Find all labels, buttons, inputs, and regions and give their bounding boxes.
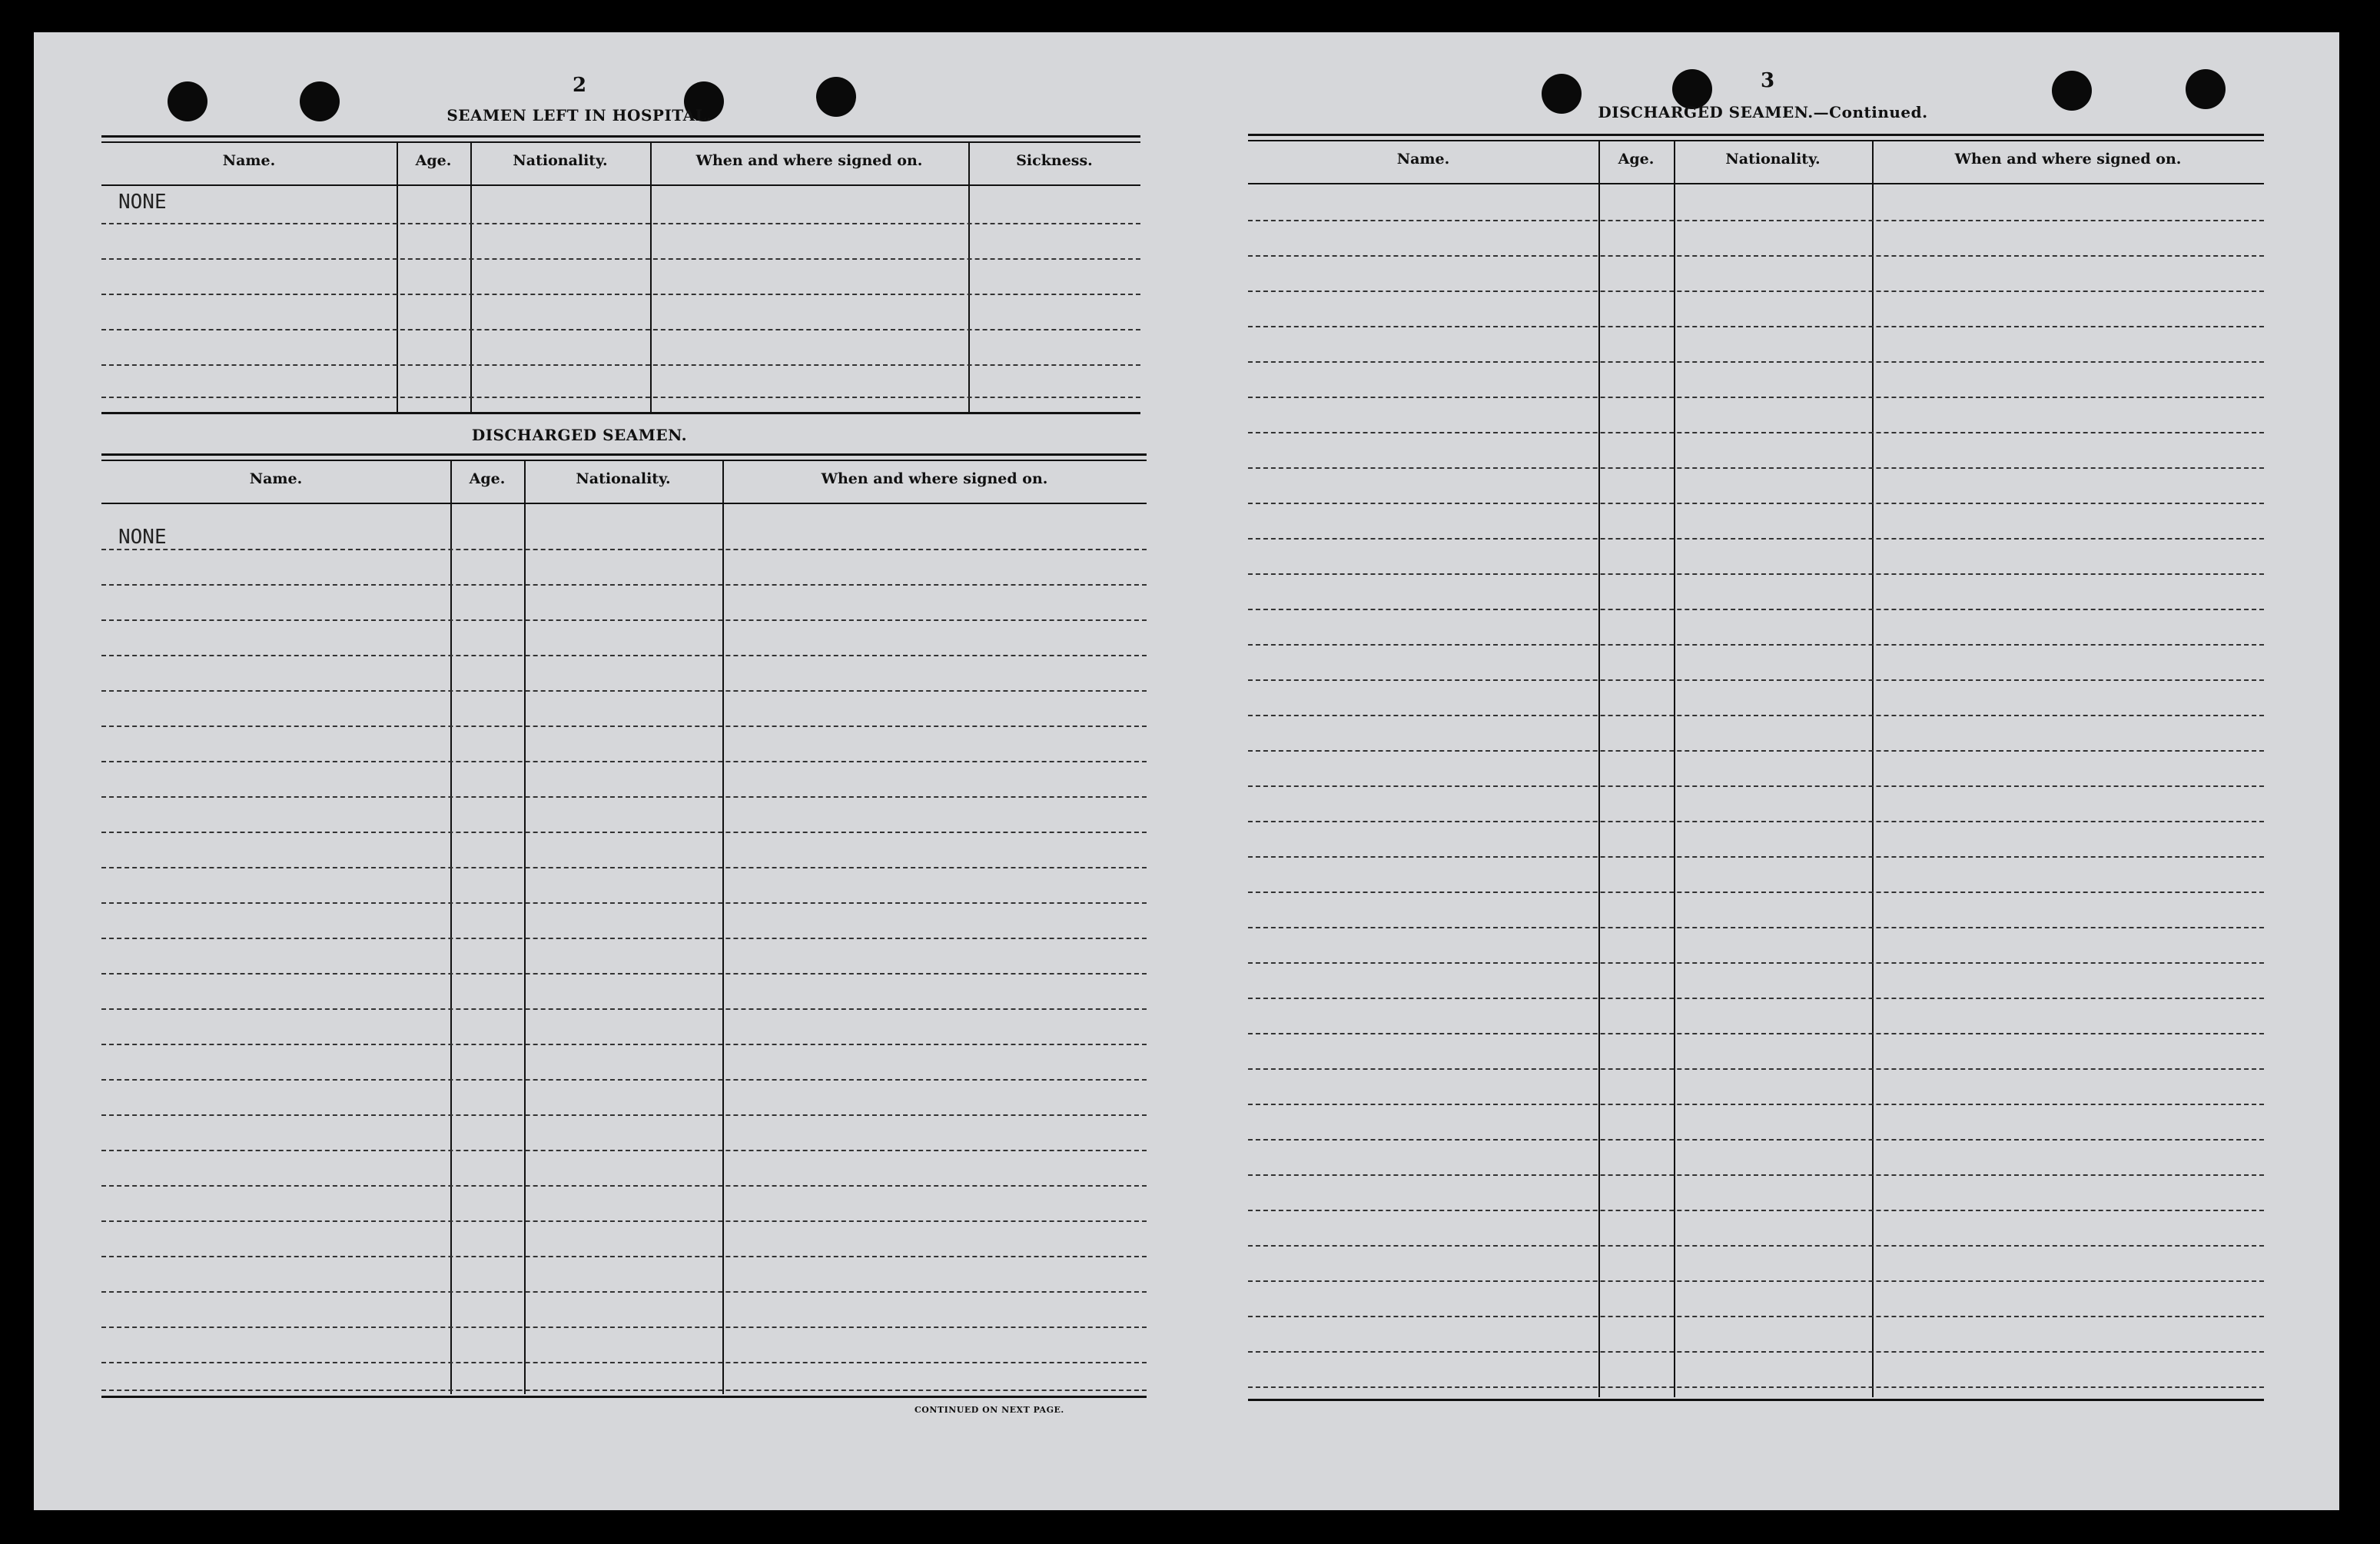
ruled-line bbox=[101, 690, 1147, 692]
ruled-line bbox=[101, 902, 1147, 904]
column-divider bbox=[450, 461, 452, 1394]
ruled-line bbox=[101, 1256, 1147, 1257]
discharged-table bbox=[101, 453, 1147, 1445]
table-top-rule bbox=[101, 453, 1147, 456]
ruled-line bbox=[101, 258, 1140, 260]
header-nationality: Nationality. bbox=[576, 470, 671, 487]
page-number: 2 bbox=[572, 74, 587, 97]
ruled-line bbox=[1248, 220, 2264, 221]
ruled-line bbox=[1248, 750, 2264, 752]
ruled-line bbox=[1248, 432, 2264, 433]
ruled-line bbox=[1248, 927, 2264, 928]
ruled-line bbox=[1248, 1280, 2264, 1282]
ruled-line bbox=[1248, 361, 2264, 363]
ruled-line bbox=[101, 1044, 1147, 1045]
column-divider bbox=[1872, 141, 1874, 1397]
ruled-line bbox=[101, 294, 1140, 295]
ruled-line bbox=[1248, 503, 2264, 504]
column-divider bbox=[1674, 141, 1675, 1397]
continued-footer: CONTINUED ON NEXT PAGE. bbox=[914, 1405, 1064, 1415]
ruled-line bbox=[101, 938, 1147, 939]
ruled-line bbox=[101, 1220, 1147, 1222]
discharged-name-entry: NONE bbox=[118, 526, 167, 549]
ruled-line bbox=[1248, 573, 2264, 575]
ruled-line bbox=[1248, 291, 2264, 292]
discharged-section-title: DISCHARGED SEAMEN. bbox=[471, 426, 688, 444]
left-page bbox=[34, 32, 1187, 1510]
ruled-line bbox=[1248, 1104, 2264, 1105]
column-divider bbox=[397, 143, 398, 412]
header-signed-on: When and where signed on. bbox=[695, 152, 923, 169]
header-name: Name. bbox=[1396, 151, 1450, 168]
header-name: Name. bbox=[222, 152, 276, 169]
column-divider bbox=[524, 461, 526, 1394]
table-bottom-rule bbox=[1248, 1399, 2264, 1401]
ruled-line bbox=[1248, 467, 2264, 469]
ruled-line bbox=[101, 655, 1147, 656]
page-number: 3 bbox=[1760, 69, 1775, 92]
table-bottom-rule bbox=[101, 1396, 1147, 1398]
header-age: Age. bbox=[1618, 151, 1655, 168]
header-bottom-rule bbox=[101, 184, 1140, 186]
ruled-line bbox=[1248, 1316, 2264, 1317]
hospital-name-entry: NONE bbox=[118, 191, 167, 214]
header-bottom-rule bbox=[101, 503, 1147, 504]
ruled-line bbox=[1248, 892, 2264, 893]
table-top-rule bbox=[1248, 134, 2264, 136]
ruled-line bbox=[101, 1185, 1147, 1187]
ruled-line bbox=[1248, 856, 2264, 858]
ruled-line bbox=[1248, 1245, 2264, 1247]
ruled-line bbox=[101, 364, 1140, 366]
ruled-line bbox=[1248, 326, 2264, 327]
ruled-line bbox=[1248, 679, 2264, 681]
ruled-line bbox=[1248, 397, 2264, 398]
ruled-line bbox=[1248, 1174, 2264, 1176]
ruled-line bbox=[1248, 1139, 2264, 1141]
table-top-rule bbox=[101, 460, 1147, 461]
ruled-line bbox=[101, 832, 1147, 833]
ruled-line bbox=[101, 1008, 1147, 1010]
ruled-line bbox=[1248, 1068, 2264, 1070]
ruled-line bbox=[1248, 821, 2264, 822]
table-top-rule bbox=[1248, 140, 2264, 141]
discharged-continued-title: DISCHARGED SEAMEN.—Continued. bbox=[1598, 103, 1928, 121]
column-divider bbox=[1598, 141, 1600, 1397]
column-divider bbox=[968, 143, 970, 412]
header-nationality: Nationality. bbox=[513, 152, 608, 169]
header-name: Name. bbox=[249, 470, 303, 487]
ruled-line bbox=[1248, 644, 2264, 646]
ruled-line bbox=[1248, 785, 2264, 787]
ruled-line bbox=[101, 761, 1147, 762]
ruled-line bbox=[101, 1390, 1147, 1391]
ruled-line bbox=[101, 619, 1147, 621]
header-nationality: Nationality. bbox=[1725, 151, 1821, 168]
ruled-line bbox=[1248, 962, 2264, 964]
ruled-line bbox=[101, 1079, 1147, 1081]
header-age: Age. bbox=[415, 152, 452, 169]
ruled-line bbox=[101, 1327, 1147, 1328]
header-signed-on: When and where signed on. bbox=[821, 470, 1048, 487]
ruled-line bbox=[101, 796, 1147, 798]
ruled-line bbox=[101, 867, 1147, 868]
ruled-line bbox=[1248, 715, 2264, 716]
table-top-rule bbox=[101, 135, 1140, 138]
header-bottom-rule bbox=[1248, 183, 2264, 184]
ruled-line bbox=[101, 584, 1147, 586]
table-bottom-rule bbox=[101, 412, 1140, 414]
ruled-line bbox=[1248, 255, 2264, 257]
ruled-line bbox=[1248, 609, 2264, 610]
column-divider bbox=[650, 143, 652, 412]
ruled-line bbox=[101, 223, 1140, 224]
ruled-line bbox=[1248, 538, 2264, 540]
ruled-line bbox=[101, 726, 1147, 727]
ruled-line bbox=[101, 973, 1147, 975]
ruled-line bbox=[101, 1291, 1147, 1293]
ruled-line bbox=[101, 549, 1147, 550]
discharged-continued-table bbox=[1248, 134, 2264, 1440]
ruled-line bbox=[101, 397, 1140, 398]
right-page bbox=[1187, 32, 2339, 1510]
ruled-line bbox=[1248, 1351, 2264, 1353]
ruled-line bbox=[101, 1362, 1147, 1363]
hospital-section-title: SEAMEN LEFT IN HOSPITAL. bbox=[446, 106, 712, 125]
header-sickness: Sickness. bbox=[1016, 152, 1093, 169]
ruled-line bbox=[1248, 998, 2264, 999]
header-age: Age. bbox=[469, 470, 506, 487]
ruled-line bbox=[101, 1114, 1147, 1116]
column-divider bbox=[470, 143, 472, 412]
table-top-rule bbox=[101, 141, 1140, 143]
ruled-line bbox=[101, 329, 1140, 330]
ledger-sheet bbox=[34, 32, 2339, 1510]
header-signed-on: When and where signed on. bbox=[1954, 151, 2182, 168]
column-divider bbox=[722, 461, 724, 1394]
ruled-line bbox=[1248, 1386, 2264, 1388]
ruled-line bbox=[1248, 1210, 2264, 1211]
ruled-line bbox=[101, 1150, 1147, 1151]
ruled-line bbox=[1248, 1033, 2264, 1034]
